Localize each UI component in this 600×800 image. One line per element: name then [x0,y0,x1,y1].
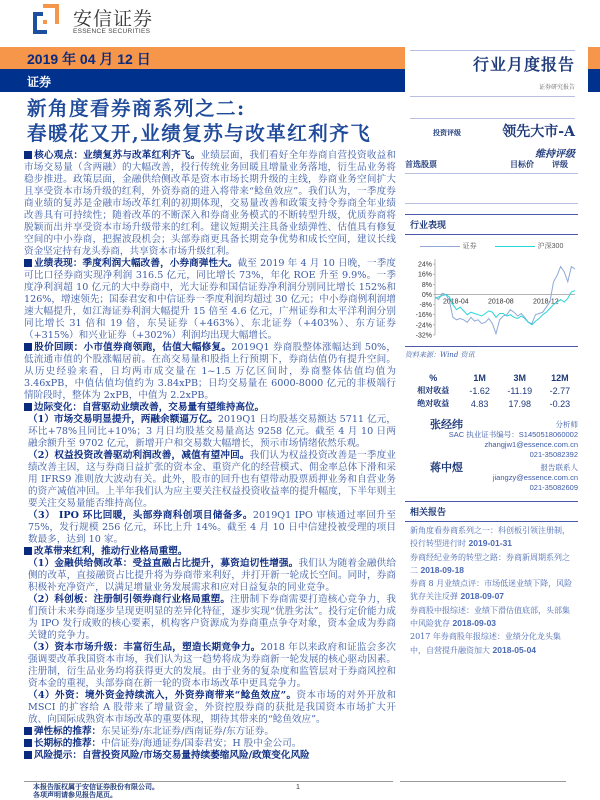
edge-strip-navy [588,69,600,92]
edge-strip-orange [588,47,600,69]
sub-paragraph [24,558,396,594]
legend-item-sec: 证券 [420,241,477,251]
paragraph [24,342,396,402]
th: 3M [513,373,527,383]
sidebar [405,157,578,659]
chart-legend [405,241,578,251]
paragraph-text: 2019Q1 券商股整体涨幅达到 50%，低流通市值的个股涨幅居前。在高交易量和股指上行预期下，券商估值仍有提升空间。从历史经验来看，日均两市成交量在 1~1.5 万亿区间时，券商整体估值均值为 3.46xPB，中值估值均值约为 3.84xPB；日均交易量在 6000-8000 亿元的非极端行情阶段时，整体为 2xPB，中值为 2.2xPB。 [24,342,397,401]
analyst-block [405,420,578,493]
brand-name-cn: 安信证券 [73,8,154,30]
x-tick-label: 2018-08 [488,298,514,306]
cell: 17.98 [508,398,532,409]
analyst-role: 报告联系人 [540,463,578,472]
report-body [24,150,396,780]
title-line-2: 春暖花又开,业绩复苏与改革红利齐飞 [27,122,372,145]
brand-logo [33,4,153,38]
bullet-square-icon [24,751,32,759]
paragraph-lead: （2）权益投资改善驱动利润改善，减值有望冲回。 [28,450,250,461]
sub-paragraph [24,594,396,642]
paragraph-text: 我们认为随着金融供给侧的改革，直接融资占比提升将为券商带来利好，并打开新一轮成长空间。同时，券商积极补充净资产，以满足增量业务发展需求和应对日益复杂的同业竞争。 [28,558,396,593]
sector-bar [0,69,405,92]
report-subtype: 证券研究报告 [538,84,575,91]
y-tick-label: -32% [415,332,432,340]
y-tick-label: 8% [421,281,432,289]
th: % [429,373,438,383]
paragraph [24,750,396,762]
y-tick-label: 16% [417,271,432,279]
related-report-title[interactable]: 券商股中报综述：业绩下滑估值底部，头部集中风险犹存 [410,605,570,629]
y-tick-label: -8% [419,302,432,310]
analyst-cert: SAC 执业证书编号：S1450518060002 [448,430,578,439]
cell: 4.83 [470,398,489,409]
x-tick-label: 2018-12 [533,298,559,306]
related-report-date: 2018-09-07 [460,591,505,602]
paragraph [24,150,396,258]
bullet-square-icon [24,259,32,267]
th: 1M [473,373,486,383]
report-date: 2019 年 04 月 12 日 [27,51,151,67]
related-reports-header: 相关报告 [405,501,578,522]
related-report-date: 2019-01-31 [468,538,513,549]
related-report-date: 2018-09-03 [452,618,497,629]
paragraph-text: 2018 年以来政府和证监会多次强调要改革我国资本市场，我们认为这一趋势将成为券商新一轮发展的核心驱动因素。注册制，衍生品业务均将获得更大的发展。由于业务的复杂度和监管层对于券商风控和资本金的重视，头部券商在新一轮的资本市场改革中更具竞争力。 [28,642,396,689]
paragraph-lead: 弹性标的推荐： [34,726,102,737]
footer-disclaimer: 各项声明请参见报告尾页。 [33,790,117,799]
row-label: 相对收益 [417,385,450,395]
analyst-role: 分析师 [555,420,578,429]
paragraph-lead: （3） IPO 环比回暖，头部券商科创项目储备多。 [28,510,253,521]
cell: -2.77 [549,385,571,396]
related-report-item[interactable] [410,604,573,631]
paragraph [24,258,396,342]
footer-copyright: 本报告版权属于安信证券股份有限公司。 [33,782,159,791]
performance-table [405,372,578,410]
x-tick-label: 2018-04 [443,298,469,306]
related-report-title[interactable]: 券商 8 月业绩点评：市场低迷业绩下降，风险犹存关注反弹 [410,579,573,602]
related-report-item[interactable] [410,630,573,657]
paragraph-text: 2019Q1 日均股基交易额达 5711 亿元，环比+78%且同比+10%；3 月日均股基交易量高达 9258 亿元。截至 4 月 10 日两融余额升至 9702 亿元，新增开户和交易数大幅增长，预示市场情绪依然乐观。 [28,414,396,449]
legend-item-hs300: 沪深300 [495,241,564,251]
paragraph-text: 2019Q1 IPO 审核通过率回升至 75%，发行规模 256 亿元，环比上升 14%。截至 4 月 10 日中信建投被受理的项目数最多，达到 10 家。 [28,510,396,545]
paragraph-lead: 改革带来红利，推动行业格局重塑。 [34,546,188,557]
paragraph-lead: 业绩表现：季度利润大幅改善，小券商弹性大。 [34,258,238,269]
related-report-item[interactable] [410,551,573,578]
picks-col-stock: 首选股票 [405,159,437,169]
paragraph-lead: （2）科创板：注册制引领券商行业格局重塑。 [28,594,231,605]
paragraph-lead: 长期标的推荐： [34,738,102,749]
divider [410,96,575,97]
related-report-date: 2018-05-04 [492,644,537,655]
paragraph-text: 截至 2019 年 4 月 10 日晚，一季度可比口径券商实现净利润 316.5 亿元，同比增长 73%，年化 ROE 升至 9.9%。一季度净利润超 10 亿元的大中券商中，光大证券和国信证券净利润分别同比增长 152%和 126%，增速领先；国泰君安和中信证券一季度利润均超过 30 亿元；中小券商例利润增速大幅提升，如江海证券利润大幅提升 15 倍至 4.6 亿元，广州证券和太平洋利润分别同比增长 31 倍和 19 倍，东吴证券（+463%）、东北证券（+403%）、东方证券（+315%）和兴业证券（+302%）利润均出现大幅增长。 [24,258,396,341]
related-reports-list [405,522,578,659]
y-tick-label: -16% [415,312,432,320]
paragraph-lead: 风险提示：自营投资风险/市场交易量持续萎缩风险/政策变化风险 [34,750,310,761]
table-header-row [405,372,578,384]
sector-label: 证券 [27,75,52,89]
analyst-name-row [405,463,578,473]
table-row [405,384,578,397]
paragraph-lead: （1）市场交易明显提升，两融余额逼万亿。 [28,414,218,425]
bullet-square-icon [24,343,32,351]
paragraph-text: 我们认为权益投资改善是一季度业绩改善主因，这与券商日益扩张的资本金、重资产化的经营模式、佣金率总体下滑和采用 IFRS9 准则放大波动有关。此外，股市的回升也有望带动股票质押业务和自营业务的资产减值冲回。上半年我们认为应主要关注权益投资收益率的提升幅度，下半年则主要关注交易量能否维持高位。 [28,450,396,509]
related-report-title[interactable]: 2017 年券商股年报综述：业绩分化龙头集中，自营提升融资加大 [410,632,561,655]
analyst-email[interactable]: zhangjw1@essence.com.cn [484,440,578,449]
bullet-square-icon [24,151,32,159]
analyst-phone: 021-35082392 [529,450,578,459]
paragraph-text: 东吴证券/东北证券/西南证券/东方证券。 [101,726,274,737]
performance-chart [405,253,578,343]
cell: -1.62 [469,385,490,396]
paragraph-text: 业绩层面，我们看好全年券商自营投资收益和市场交易量（含两融）的大幅改善，投行传统业务回暖且增量业务落地，衍生品业务将稳步推进。政策层面，金融供给侧改革是资本市场长期升级的主线，券商业务空间扩大且享受资本市场升级的红利，外资券商的进入将带来“鲶鱼效应”。我们认为，一季度券商业绩的复苏是金融市场改革红利的初期体现，交易量改善和政策支持令券商全年业绩改善具有可持续性；随着改革的不断深入和券商业务模式的不断转型升级，优质券商将脱颖而出并享受资本市场升级带来的红利。建议短期关注具备业绩弹性、估值具有修复空间的中小券商，把握波段机会；头部券商更具备长期竞争优势和成长空间，建议长线资金坚定持有龙头券商，共享资本市场升级红利。 [24,150,397,257]
paragraph-lead: （3）资本市场升级：丰富衍生品，塑造长期竞争力。 [28,642,261,653]
picks-col-target: 目标价 [510,159,534,169]
logo-mark-icon [33,4,59,34]
paragraph [24,738,396,750]
page-number: 1 [296,784,300,791]
rating-value: 领先大市-A [502,124,575,140]
analyst-email[interactable]: jiangzy@essence.com.cn [492,473,578,482]
brand-name-en: ESSENCE SECURITIES [73,28,151,35]
paragraph-lead: 边际变化：自营驱动业绩改善，交易量有望维持高位。 [34,402,265,413]
sub-paragraph [24,450,396,510]
related-report-title[interactable]: 新角度看券商系列之一：科创板引领注册制，投行转型进行时 [410,526,570,549]
sub-paragraph [24,414,396,450]
sub-paragraph [24,690,396,726]
bullet-square-icon [24,403,32,411]
paragraph-lead: （4）外资：境外资金持续流入，外资券商带来“鲶鱼效应”。 [28,690,297,701]
top-picks-header [405,157,578,174]
picks-col-rating: 评级 [552,159,568,169]
th: 12M [551,373,569,383]
bullet-square-icon [24,547,32,555]
related-report-item[interactable] [410,577,573,604]
paragraph [24,726,396,738]
report-type: 行业月度报告 [472,55,575,74]
related-report-date: 2018-09-18 [420,564,465,575]
paragraph-lead: （1）金融供给侧改革：受益直融占比提升，募资迫切性增强。 [28,558,299,569]
paragraph-text: 中信证券/海通证券/国泰君安；H 股中金公司。 [101,738,302,749]
analyst-name-row [405,420,578,430]
paragraph-lead: 股价回顾：小市值券商领跑，估值大幅修复。 [34,342,232,353]
bullet-square-icon [24,727,32,735]
paragraph [24,546,396,558]
row-label: 绝对收益 [417,398,450,408]
sub-paragraph [24,642,396,690]
y-tick-label: 0% [421,291,432,299]
chart-source: 资料来源：Wind 资讯 [405,346,578,360]
divider [410,50,575,51]
related-report-title[interactable]: 券商经纪业务的转型之路：券商新周期系列之二 [410,552,570,575]
rating-sub: 维持评级 [535,149,575,160]
rating-label: 投资评级 [433,128,461,137]
paragraph-text: 资本市场的对外开放和 MSCI 的扩容给 A 股带来了增量资金，外资控股券商的获批是我国资本市场扩大开放、向国际成熟资本市场改革的重要体现，期待其带来的“鲶鱼效应”。 [28,690,396,725]
sub-paragraph [24,510,396,546]
cell: -11.19 [507,385,533,396]
performance-header: 行业表现 [405,214,578,235]
y-tick-label: 24% [417,261,432,269]
paragraph [24,402,396,414]
cell: -0.23 [549,398,571,409]
paragraph-text: 注册制下券商需要打造核心竞争力，我们预计未来券商逐步呈现更明显的差异化特征，逐步实现“优胜劣汰”。投行定价能力成为 IPO 发行成败的核心要素，机构客户资源成为券商重点争夺对象，资本金成为券商关键的竞争力。 [28,594,396,641]
title-line-1: 新角度看券商系列之二: [27,97,246,120]
y-tick-label: -24% [415,322,432,330]
top-picks-body [405,174,578,204]
analyst-name: 张经纬 [430,418,463,431]
analyst-name: 蒋中煜 [430,461,463,474]
footer-divider [400,781,566,782]
divider [410,118,575,119]
paragraph-lead: 核心观点：业绩复苏与改革红利齐飞。 [34,150,201,161]
related-report-item[interactable] [410,524,573,551]
bullet-square-icon [24,739,32,747]
analyst-phone: 021-35082609 [529,483,578,492]
table-row [405,397,578,410]
